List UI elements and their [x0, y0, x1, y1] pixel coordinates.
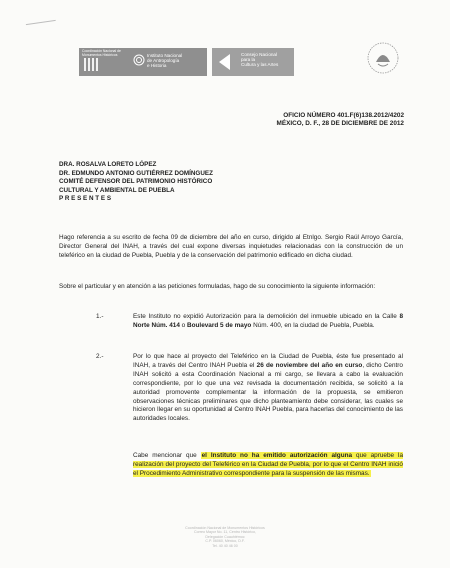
- item-1-text-c: o: [179, 321, 187, 329]
- oficio-number: OFICIO NÚMERO 401.F(6)138.2012/4202: [283, 112, 404, 119]
- mexico-eagle-seal-icon: [365, 40, 401, 76]
- item-1-address-1: 8 Norte Núm. 414: [133, 313, 403, 329]
- inah-spiral-icon: [133, 54, 145, 66]
- cnmh-inah-logo-band: [79, 48, 207, 76]
- highlighted-text: que apruebe la realización del proyecto del Teleférico en la Ciudad de Puebla, por lo que el Centro INAH inició el Procedimiento Administrativo correspondiente para la suspensión de las mismas.: [133, 452, 403, 477]
- cnmh-label: Coordinación Nacional de Monumentos Históricos: [82, 49, 121, 57]
- addressee-line: DR. EDMUNDO ANTONIO GUTIÉRREZ DOMÍNGUEZ: [59, 169, 213, 177]
- conaculta-line-3: Cultura y las Artes: [241, 62, 279, 68]
- conaculta-logo-band: [212, 48, 294, 76]
- addressee-line: DRA. ROSALVA LORETO LÓPEZ: [59, 161, 157, 168]
- inah-line-2: de Antropología: [147, 58, 180, 64]
- footer-line: C.P. 06060, México, D.F.: [205, 539, 245, 544]
- footer-line: Tel. 40 40 46 00: [212, 543, 238, 548]
- item-2-text: [133, 353, 403, 424]
- item-1-label: 1.-: [96, 313, 104, 320]
- item-2-label: 2.-: [96, 353, 104, 360]
- handwritten-mark: [26, 20, 56, 28]
- item-2-date: 26 de noviembre del año en curso: [256, 361, 363, 369]
- conaculta-name: [241, 52, 278, 68]
- addressee-line: P R E S E N T E S: [59, 195, 112, 203]
- paragraph-reference: Hago referencia a su escrito de fecha 09 de diciembre del año en curso, dirigido al Etnlgo. Sergio Raúl Arroyo García, Director General del INAH, a través del cual expone diversas inquietudes relacionadas con la construcción de un teleférico en la ciudad de Puebla, Puebla y de la conservación del patrimonio edificado en dicha ciudad.: [59, 234, 403, 259]
- footer-line: Coordinación Nacional de Monumentos Históricos: [185, 526, 265, 530]
- conaculta-line-1: Consejo Nacional: [241, 52, 278, 57]
- item-2-closing-paragraph: [133, 452, 403, 479]
- footer-line: Delegación Cuauhtémoc: [205, 534, 245, 539]
- closing-text-a: Cabe mencionar que: [133, 452, 201, 459]
- inah-line-3: e Historia: [147, 63, 167, 69]
- inah-line-1: Instituto Nacional: [147, 53, 183, 58]
- conaculta-line-2: para la: [241, 57, 256, 63]
- highlighted-bold: el Instituto no ha emitido autorización alguna: [201, 452, 353, 459]
- item-2-text-c: , dicho Centro INAH solicitó a esta Coordinación Nacional a mi cargo, se llevara a cabo la evaluación correspondiente, por lo que una vez revisada la documentación recibida, se solicitó a la autoridad promovente complementar la información de la propuesta, se emitieron observaciones técnicas preliminares que dicho planteamiento debe considerar, las cuales se hicieron llegar en su oportunidad al Centro INAH Puebla, para hacerlas del conocimiento de las autoridades locales.: [133, 361, 403, 423]
- addressee-line: CULTURAL Y AMBIENTAL DE PUEBLA: [59, 186, 175, 194]
- footer-address: [130, 526, 320, 548]
- columns-icon: [83, 58, 100, 71]
- inah-name: [147, 53, 182, 69]
- item-1-text: [133, 313, 403, 331]
- conaculta-icon: [216, 52, 236, 72]
- oficio-date: MÉXICO, D. F., 28 DE DICIEMBRE DE 2012: [276, 120, 404, 127]
- item-1-text-a: Este Instituto no expidió Autorización para la demolición del inmueble ubicado en la Calle: [133, 313, 400, 320]
- footer-line: Correo Mayor No. 11, Centro Histórico,: [193, 530, 257, 535]
- addressee-line: COMITÉ DEFENSOR DEL PATRIMONIO HISTÓRICO: [59, 178, 213, 186]
- item-2-text-a: Por lo que hace al proyecto del Teleférico en la Ciudad de Puebla, éste fue presentado al INAH, a través del Centro INAH Puebla el: [133, 353, 403, 369]
- paragraph-information: Sobre el particular y en atención a las peticiones formuladas, hago de su conocimiento la siguiente información:: [59, 283, 376, 290]
- addressee-block: [59, 161, 213, 204]
- item-1-address-2: Boulevard 5 de mayo: [187, 321, 252, 329]
- item-1-text-e: Núm. 400, en la ciudad de Puebla, Puebla.: [251, 321, 375, 329]
